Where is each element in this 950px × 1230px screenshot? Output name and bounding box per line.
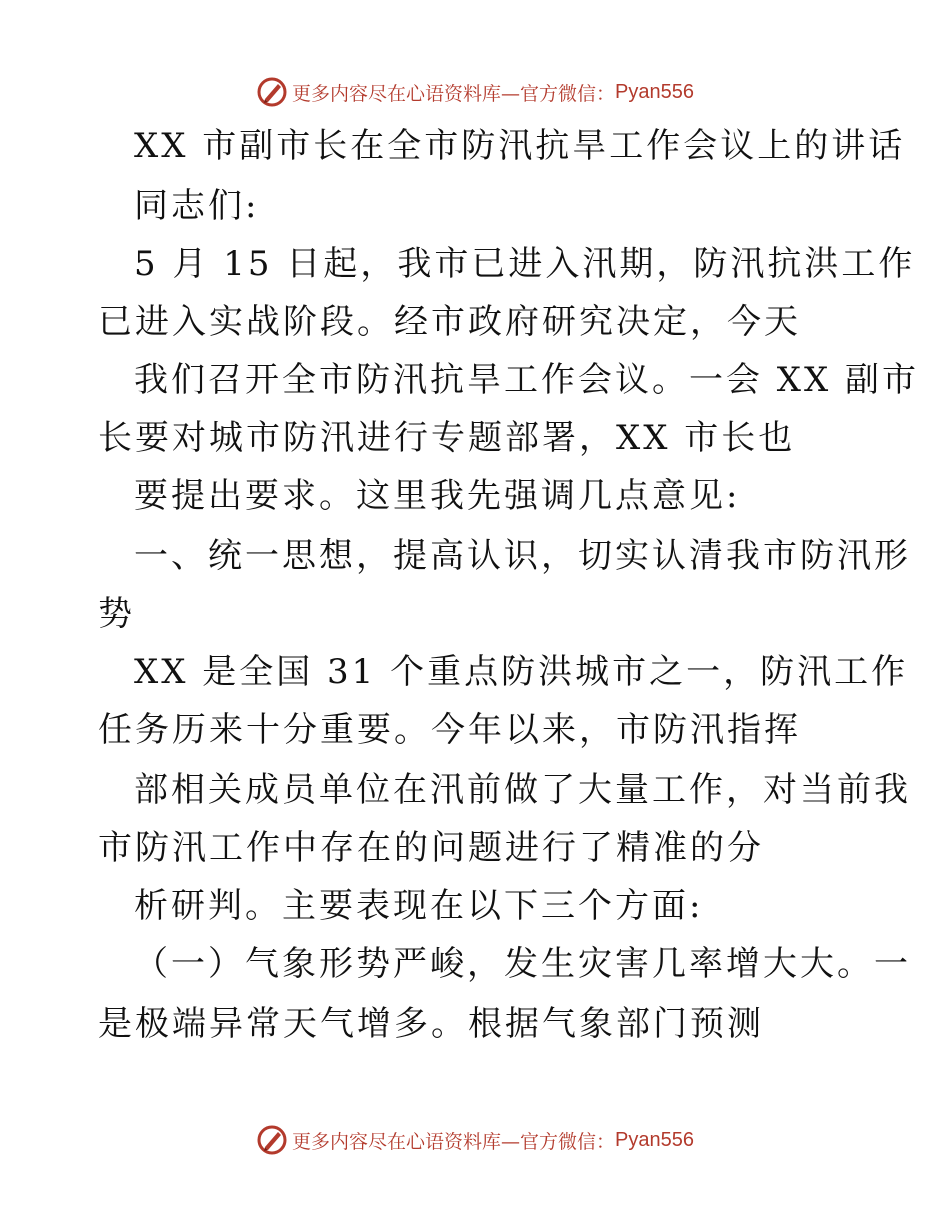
text-line: 要提出要求。这里我先强调几点意见: (134, 476, 741, 516)
text-line: 部相关成员单位在汛前做了大量工作，对当前我 (134, 770, 911, 810)
text-line: 析研判。主要表现在以下三个方面: (134, 886, 704, 926)
footer-banner (0, 1120, 950, 1160)
pen-logo-icon (256, 1124, 288, 1156)
text-line: 任务历来十分重要。今年以来，市防汛指挥 (98, 710, 801, 750)
section-heading: 一、统一思想，提高认识，切实认清我市防汛形 (134, 536, 911, 576)
text-line: 市防汛工作中存在的问题进行了精准的分 (98, 828, 764, 868)
pen-logo-icon (256, 76, 288, 108)
text-line: （一）气象形势严峻，发生灾害几率增大大。一 (134, 944, 911, 984)
text-line: 是极端异常天气增多。根据气象部门预测 (98, 1004, 764, 1044)
document-title: XX 市副市长在全市防汛抗旱工作会议上的讲话 (134, 126, 906, 166)
section-heading: 势 (98, 594, 135, 634)
text-line: 5 月 15 日起，我市已进入汛期，防汛抗洪工作 (134, 244, 916, 284)
banner-text: 更多内容尽在心语资料库—官方微信： (292, 82, 616, 105)
wechat-id: Pyan556 (615, 1128, 694, 1151)
text-line: 已进入实战阶段。经市政府研究决定，今天 (98, 302, 801, 342)
text-line: XX 是全国 31 个重点防洪城市之一，防汛工作 (134, 652, 909, 692)
text-line: 我们召开全市防汛抗旱工作会议。一会 XX 副市 (134, 360, 920, 400)
salutation: 同志们: (134, 186, 260, 226)
text-line: 长要对城市防汛进行专题部署，XX 市长也 (98, 418, 796, 458)
banner-text: 更多内容尽在心语资料库—官方微信： (292, 1130, 616, 1153)
wechat-id: Pyan556 (615, 80, 694, 103)
header-banner (0, 72, 950, 112)
